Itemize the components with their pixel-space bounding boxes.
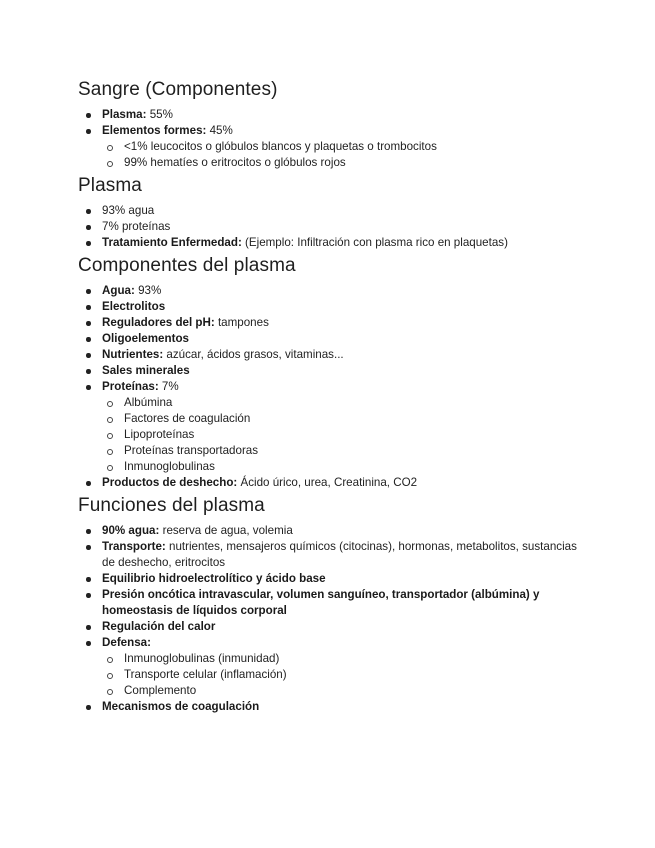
section-componentes-del-plasma xyxy=(78,254,578,491)
list-item xyxy=(78,379,578,395)
sub-list-item xyxy=(78,139,578,155)
list-item xyxy=(78,219,578,235)
item-text: Inmunoglobulinas xyxy=(124,460,215,473)
item-label: Elementos formes: xyxy=(102,124,207,137)
item-label: Agua: xyxy=(102,284,135,297)
list-item xyxy=(78,475,578,491)
item-text: tampones xyxy=(214,316,269,329)
list-item xyxy=(78,539,578,571)
item-text: (Ejemplo: Infiltración con plasma rico en plaquetas) xyxy=(241,236,508,249)
sub-list-item xyxy=(78,667,578,683)
item-label: 90% agua: xyxy=(102,524,160,537)
item-text: 7% proteínas xyxy=(102,220,171,233)
list-item xyxy=(78,587,578,619)
item-text: 45% xyxy=(206,124,233,137)
list-item xyxy=(78,123,578,139)
item-text: Lipoproteínas xyxy=(124,428,195,441)
list-item xyxy=(78,283,578,299)
section-heading: Componentes del plasma xyxy=(78,255,296,276)
sub-list-item xyxy=(78,459,578,475)
list-item xyxy=(78,347,578,363)
item-text: nutrientes, mensajeros químicos (citocinas), hormonas, metabolitos, sustancias de deshecho, eritrocitos xyxy=(102,540,577,569)
sub-list-item xyxy=(78,651,578,667)
item-label: Oligoelementos xyxy=(102,332,189,345)
item-label: Equilibrio hidroelectrolítico y ácido base xyxy=(102,572,326,585)
item-label: Nutrientes: xyxy=(102,348,164,361)
item-label: Plasma: xyxy=(102,108,147,121)
item-text: 7% xyxy=(158,380,179,393)
list-item xyxy=(78,107,578,123)
section-funciones-del-plasma xyxy=(78,494,578,715)
item-text: Proteínas transportadoras xyxy=(124,444,259,457)
list-item xyxy=(78,331,578,347)
bullet-list xyxy=(78,107,578,171)
list-item xyxy=(78,363,578,379)
item-text: 93% xyxy=(134,284,162,297)
item-label: Proteínas: xyxy=(102,380,159,393)
list-item xyxy=(78,315,578,331)
item-text: reserva de agua, volemia xyxy=(159,524,293,537)
list-item xyxy=(78,203,578,219)
item-text: 55% xyxy=(146,108,173,121)
item-text: Complemento xyxy=(124,684,197,697)
item-text: 99% hematíes o eritrocitos o glóbulos rojos xyxy=(124,156,346,169)
section-heading: Sangre (Componentes) xyxy=(78,79,278,100)
item-text: Factores de coagulación xyxy=(124,412,251,425)
section-sangre-componentes xyxy=(78,78,578,171)
bullet-list xyxy=(78,283,578,491)
item-text: Inmunoglobulinas (inmunidad) xyxy=(124,652,280,665)
section-plasma xyxy=(78,174,578,251)
sub-list-item xyxy=(78,155,578,171)
item-label: Defensa: xyxy=(102,636,151,649)
item-label: Productos de deshecho: xyxy=(102,476,238,489)
list-item xyxy=(78,635,578,651)
list-item xyxy=(78,299,578,315)
list-item xyxy=(78,235,578,251)
item-label: Tratamiento Enfermedad: xyxy=(102,236,242,249)
section-heading: Plasma xyxy=(78,175,142,196)
sub-list-item xyxy=(78,443,578,459)
bullet-list xyxy=(78,203,578,251)
list-item xyxy=(78,619,578,635)
item-label: Regulación del calor xyxy=(102,620,216,633)
item-text: 93% agua xyxy=(102,204,155,217)
section-heading: Funciones del plasma xyxy=(78,495,265,516)
item-text: Transporte celular (inflamación) xyxy=(124,668,287,681)
sub-list-item xyxy=(78,411,578,427)
list-item xyxy=(78,699,578,715)
item-label: Sales minerales xyxy=(102,364,190,377)
item-label: Transporte: xyxy=(102,540,166,553)
item-text: azúcar, ácidos grasos, vitaminas... xyxy=(163,348,344,361)
sub-list-item xyxy=(78,395,578,411)
document-page xyxy=(78,74,578,718)
item-label: Presión oncótica intravascular, volumen sanguíneo, transportador (albúmina) y homeostasis de líquidos corporal xyxy=(102,588,540,617)
item-label: Electrolitos xyxy=(102,300,166,313)
item-text: <1% leucocitos o glóbulos blancos y plaquetas o trombocitos xyxy=(124,140,437,153)
list-item xyxy=(78,571,578,587)
item-label: Mecanismos de coagulación xyxy=(102,700,260,713)
sub-list-item xyxy=(78,427,578,443)
item-text: Ácido úrico, urea, Creatinina, CO2 xyxy=(237,476,418,489)
item-label: Reguladores del pH: xyxy=(102,316,215,329)
bullet-list xyxy=(78,523,578,715)
sub-list-item xyxy=(78,683,578,699)
list-item xyxy=(78,523,578,539)
item-text: Albúmina xyxy=(124,396,173,409)
